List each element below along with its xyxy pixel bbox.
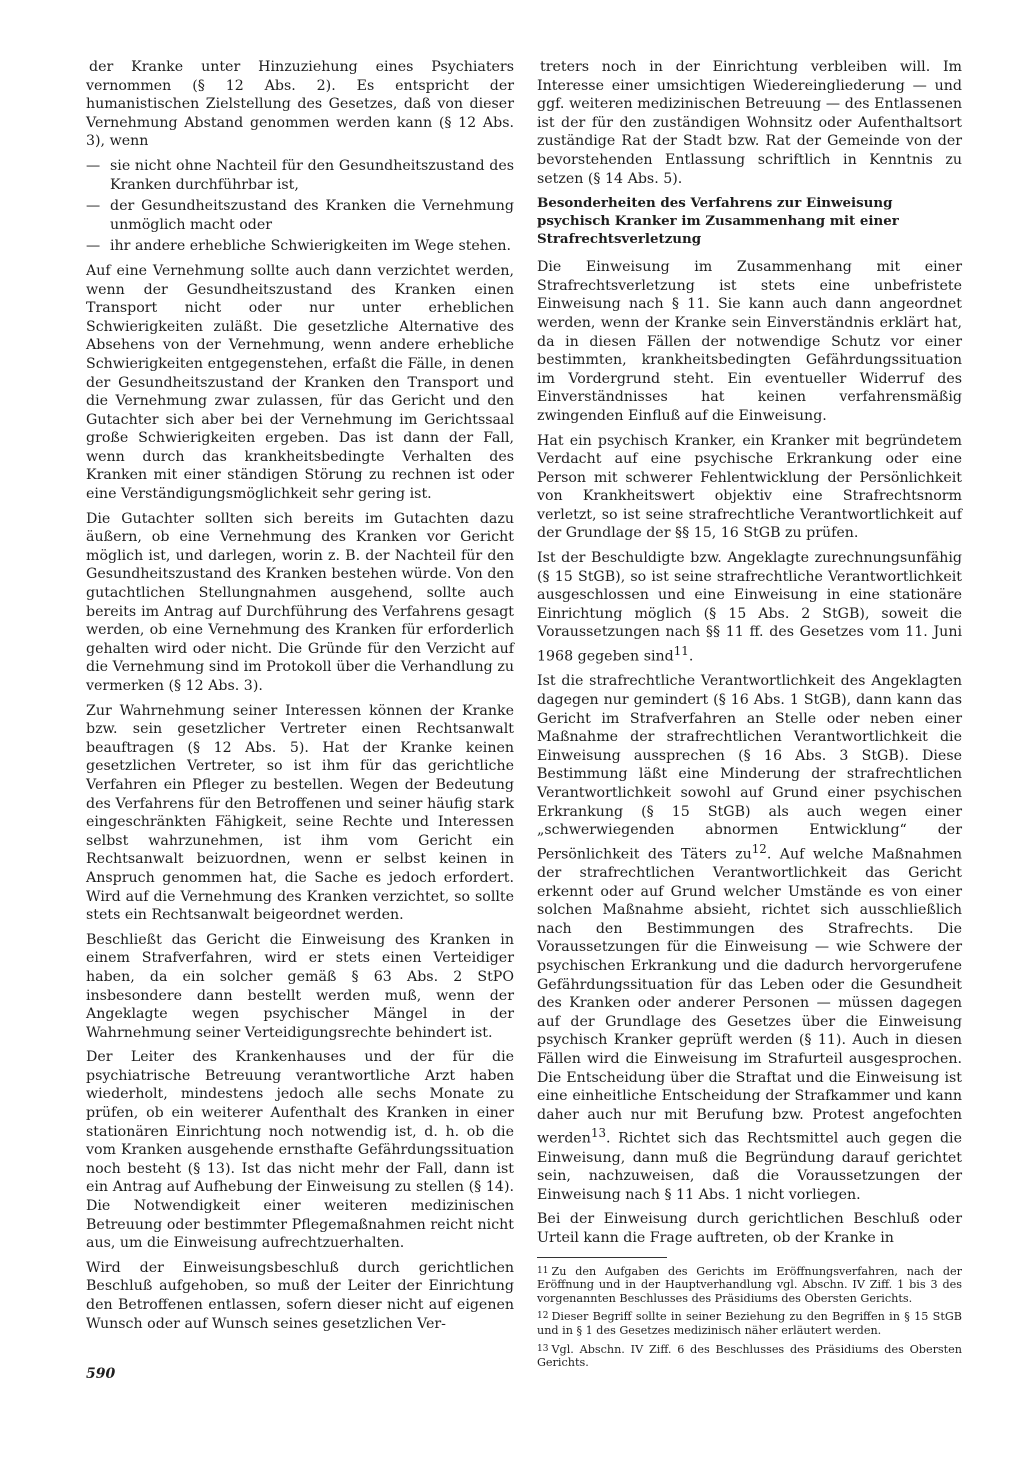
paragraph: Der Leiter des Krankenhauses und der für die psychiatrische Betreuung verantwortliche Arzt haben wiederholt, mindestens jedoch alle sechs Monate zu prüfen, ob ein weiterer Aufenthalt des Kranken in einer stationären Einrichtung noch notwendig ist, d. h. ob die vom Kranken ausgehende ernsthafte Gefährdungssituation noch besteht (§ 13). Ist das nicht mehr der Fall, dann ist ein Antrag auf Aufhebung der Einweisung zu stellen (§ 14). Die Notwendigkeit einer weiteren medizinischen Betreuung oder bestimmter Pflegemaßnahmen reicht nicht aus, um die Einweisung aufrechtzuerhalten.: [86, 1049, 514, 1252]
footnote-text: Vgl. Abschn. IV Ziff. 6 des Beschlusses des Präsidiums des Obersten Gerichts.: [537, 1342, 962, 1370]
footnote-ref: 12: [751, 841, 767, 856]
footnote-ref: 11: [673, 644, 689, 659]
footnote-divider: [537, 1257, 667, 1258]
paragraph-text: . Auf welche Maßnahmen der strafrechtlichen Verantwortlichkeit das Gericht erkennt oder auf Grund welcher Umstände es von einer solchen Maßnahme absieht, richtet sich ausschließlich nach den Bestimmungen des Strafrechts. Die Voraussetzungen für die Einweisung — wie Schwere der psychischen Erkrankung und die dadurch hervorgerufene Gefährdungssituation für das Leben oder die Gesundheit des Kranken oder anderer Personen — müssen dagegen auf der Grundlage des Gesetzes über die Einweisung psychisch Kranker geprüft werden (§ 11). Auch in diesen Fällen wird die Einweisung im Strafurteil ausgesprochen. Die Entscheidung über die Straftat und die Einweisung ist eine einheitliche Entscheidung der Strafkammer und kann daher auch nur mit Berufung bzw. Protest angefochten werden: [537, 846, 962, 1148]
left-column: [86, 58, 514, 1339]
paragraph-text: Ist die strafrechtliche Verantwortlichkeit des Angeklagten dagegen nur gemindert (§ 16 Abs. 1 StGB), dann kann das Gericht im Strafverfahren an Stelle oder neben einer Maßnahme der strafrechtlichen Verantwortlichkeit die Einweisung aussprechen (§ 16 Abs. 3 StGB). Diese Bestimmung läßt eine Minderung der strafrechtlichen Verantwortlichkeit sowohl auf Grund einer psychischen Erkrankung (§ 15 StGB) als auch wegen einer „schwerwiegenden abnormen Entwicklung“ der Persönlichkeit des Täters zu: [537, 673, 962, 863]
paragraph-text: . Richtet sich das Rechtsmittel auch gegen die Einweisung, dann muß die Begründung darauf gerichtet sein, nachzuweisen, daß die Voraussetzungen der Einweisung nach § 11 Abs. 1 nicht vorliegen.: [537, 1131, 962, 1203]
list-item: — ihr andere erhebliche Schwierigkeiten im Wege stehen.: [86, 237, 514, 256]
footnote-text: Dieser Begriff sollte in seiner Beziehung zu den Begriffen in § 15 StGB und in § 1 des Gesetzes medizinisch näher erläutert werden.: [537, 1310, 962, 1338]
paragraph-text: .: [688, 648, 694, 665]
footnotes: [537, 1265, 962, 1370]
footnote: [537, 1343, 962, 1370]
footnote: [537, 1265, 962, 1306]
footnote-text: Zu den Aufgaben des Gerichts im Eröffnungsverfahren, nach der Eröffnung und in der Hauptverhandlung vgl. Abschn. IV Ziff. 1 bis 3 des vorgenannten Beschlusses des Präsidiums des Obersten Gerichts.: [537, 1264, 962, 1305]
paragraph: [537, 549, 962, 666]
right-column: [537, 58, 962, 1375]
footnote-ref: 13: [590, 1126, 606, 1141]
paragraph-text: Ist der Beschuldigte bzw. Angeklagte zurechnungsunfähig (§ 15 StGB), so ist seine strafrechtliche Verantwortlichkeit ausgeschlossen und eine Einweisung in eine stationäre Einrichtung möglich (§ 15 Abs. 2 StGB), soweit die Voraussetzungen nach §§ 11 ff. des Gesetzes vom 11. Juni 1968 gegeben sind: [537, 550, 962, 665]
paragraph: Auf eine Vernehmung sollte auch dann verzichtet werden, wenn der Gesundheitszustand des Kranken einen Transport nicht oder nur unter erheblichen Schwierigkeiten zuläßt. Die gesetzliche Alternative des Absehens von der Vernehmung, wenn andere erhebliche Schwierigkeiten entgegenstehen, erfaßt die Fälle, in denen der Gesundheitszustand der Kranken den Transport und die Vernehmung zwar zulassen, für das Gericht und den Gutachter sich aber bei der Vernehmung im Gerichtssaal große Schwierigkeiten ergeben. Das ist dann der Fall, wenn durch das krankheitsbedingte Verhalten des Kranken mit einer ständigen Störung zu rechnen ist oder eine Verständigungsmöglichkeit sehr gering ist.: [86, 262, 514, 503]
paragraph: Die Gutachter sollten sich bereits im Gutachten dazu äußern, ob eine Vernehmung des Kranken vor Gericht möglich ist, und darlegen, worin z. B. der Nachteil für den Gesundheitszustand des Kranken bestehen würde. Von den gutachtlichen Stellungnahmen ausgehend, sollte auch bereits im Antrag auf Durchführung des Verfahrens gesagt werden, ob eine Vernehmung des Kranken für erforderlich gehalten wird oder nicht. Die Gründe für den Verzicht auf die Vernehmung sind im Protokoll über die Verhandlung zu vermerken (§ 12 Abs. 3).: [86, 510, 514, 694]
footnote-number: 13: [537, 1343, 549, 1354]
paragraph: Bei der Einweisung durch gerichtlichen Beschluß oder Urteil kann die Frage auftreten, ob der Kranke in: [537, 1211, 962, 1247]
list-item: — sie nicht ohne Nachteil für den Gesundheitszustand des Kranken durchführbar ist,: [86, 157, 514, 194]
footnote-number: 12: [537, 1311, 549, 1322]
page-number: 590: [86, 1366, 116, 1382]
paragraph: Beschließt das Gericht die Einweisung des Kranken in einem Strafverfahren, wird er stets einen Verteidiger haben, da ein solcher gemäß § 63 Abs. 2 StPO insbesondere dann bestellt werden muß, wenn der Angeklagte wegen psychischer Mängel in der Wahrnehmung seiner Verteidigungsrechte behindert ist.: [86, 931, 514, 1041]
paragraph: Zur Wahrnehmung seiner Interessen können der Kranke bzw. sein gesetzlicher Vertreter einen Rechtsanwalt beauftragen (§ 12 Abs. 5). Hat der Kranke keinen gesetzlichen Vertreter, so ist ihm für das gerichtliche Verfahren ein Pfleger zu bestellen. Wegen der Bedeutung des Verfahrens für den Betroffenen und seiner häufig stark eingeschränkten Fähigkeit, seine Rechte und Interessen selbst wahrzunehmen, ist ihm vom Gericht ein Rechtsanwalt beizuordnen, wenn er selbst keinen in Anspruch genommen hat, die Sache es jedoch erfordert. Wird auf die Vernehmung des Kranken verzichtet, so sollte stets ein Rechtsanwalt beigeordnet werden.: [86, 702, 514, 924]
paragraph: [537, 672, 962, 1204]
paragraph: treters noch in der Einrichtung verbleiben will. Im Interesse einer umsichtigen Wiedereingliederung — und ggf. weiteren medizinischen Betreuung — des Entlassenen ist der für den zuständigen Wohnsitz oder Aufenthaltsort zuständige Rat der Stadt bzw. Rat der Gemeinde von der bevorstehenden Entlassung schriftlich in Kenntnis zu setzen (§ 14 Abs. 5).: [537, 59, 962, 187]
paragraph: Die Einweisung im Zusammenhang mit einer Strafrechtsverletzung ist stets eine unbefristete Einweisung nach § 11. Sie kann auch dann angeordnet werden, wenn der Kranke sein Einverständnis erklärt hat, da in diesen Fällen der notwendige Schutz vor einer bestimmten, krankheitsbedingten Gefährdungssituation im Vordergrund steht. Ein eventueller Widerruf des Einverständnisses hat keinen verfahrensmäßig zwingenden Einfluß auf die Einweisung.: [537, 259, 962, 424]
dash-list: [86, 157, 514, 256]
paragraph: Wird der Einweisungsbeschluß durch gerichtlichen Beschluß aufgehoben, so muß der Leiter der Einrichtung den Betroffenen entlassen, sofern dieser nicht auf eigenen Wunsch oder auf Wunsch seines gesetzlichen Ver-: [86, 1259, 514, 1332]
list-item: — der Gesundheitszustand des Kranken die Vernehmung unmöglich macht oder: [86, 197, 514, 234]
footnote-number: 11: [537, 1265, 549, 1276]
paragraph: der Kranke unter Hinzuziehung eines Psychiaters vernommen (§ 12 Abs. 2). Es entspricht der humanistischen Zielstellung des Gesetzes, daß von dieser Vernehmung Abstand genommen werden kann (§ 12 Abs. 3), wenn: [86, 59, 514, 150]
section-heading: Besonderheiten des Verfahrens zur Einweisung psychisch Kranker im Zusammenhang mit einer Strafrechtsverletzung: [537, 195, 899, 248]
footnote: [537, 1310, 962, 1337]
paragraph: Hat ein psychisch Kranker, ein Kranker mit begründetem Verdacht auf eine psychische Erkrankung oder eine Person mit schwerer Fehlentwicklung der Persönlichkeit von Krankheitswert objektiv eine Strafrechtsnorm verletzt, so ist seine strafrechtliche Verantwortlichkeit auf der Grundlage der §§ 15, 16 StGB zu prüfen.: [537, 432, 962, 542]
